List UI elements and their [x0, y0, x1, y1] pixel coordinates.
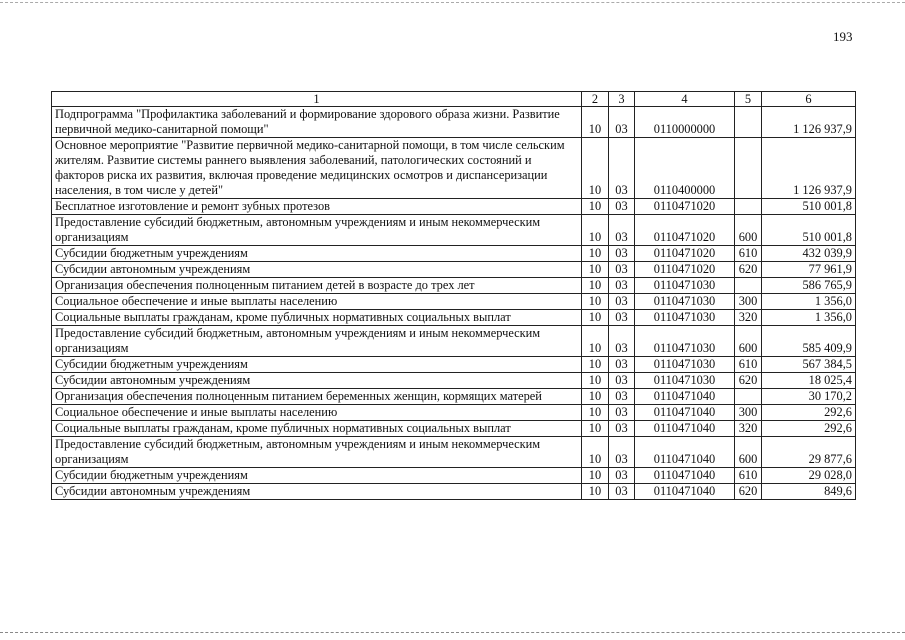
cell-section: 10 — [582, 405, 609, 421]
cell-expense-type: 610 — [735, 357, 762, 373]
cell-expense-type: 610 — [735, 468, 762, 484]
cell-target-article: 0110471040 — [635, 484, 735, 500]
cell-name: Предоставление субсидий бюджетным, автономным учреждениям и иным некоммерческим организациям — [52, 437, 582, 468]
table-row — [52, 138, 856, 199]
cell-name: Подпрограмма "Профилактика заболеваний и формирование здорового образа жизни. Развитие первичной медико-санитарной помощи" — [52, 107, 582, 138]
cell-amount: 77 961,9 — [762, 262, 856, 278]
cell-name: Субсидии бюджетным учреждениям — [52, 357, 582, 373]
cell-expense-type: 300 — [735, 405, 762, 421]
table-row — [52, 107, 856, 138]
cell-subsection: 03 — [609, 357, 635, 373]
header-col-2: 2 — [582, 92, 609, 107]
cell-name: Социальное обеспечение и иные выплаты населению — [52, 405, 582, 421]
cell-amount: 292,6 — [762, 405, 856, 421]
cell-expense-type: 620 — [735, 262, 762, 278]
cell-section: 10 — [582, 326, 609, 357]
cell-expense-type — [735, 389, 762, 405]
cell-name: Субсидии бюджетным учреждениям — [52, 468, 582, 484]
cell-amount: 432 039,9 — [762, 246, 856, 262]
cell-name: Субсидии автономным учреждениям — [52, 484, 582, 500]
cell-expense-type: 620 — [735, 373, 762, 389]
table-row — [52, 310, 856, 326]
table-row — [52, 437, 856, 468]
cell-section: 10 — [582, 199, 609, 215]
table-row — [52, 215, 856, 246]
header-row — [52, 92, 856, 107]
table-row — [52, 389, 856, 405]
cell-section: 10 — [582, 107, 609, 138]
cell-subsection: 03 — [609, 405, 635, 421]
cell-section: 10 — [582, 421, 609, 437]
cell-amount: 29 028,0 — [762, 468, 856, 484]
table-body — [52, 107, 856, 500]
cell-name: Основное мероприятие "Развитие первичной медико-санитарной помощи, в том числе сельским жителям. Развитие системы раннего выявления заболеваний, патологических состояний и факторов риска их развития, включая проведение медицинских осмотров и диспансеризации населения, в том числе у детей" — [52, 138, 582, 199]
cell-subsection: 03 — [609, 199, 635, 215]
table-row — [52, 246, 856, 262]
cell-amount: 510 001,8 — [762, 215, 856, 246]
cell-subsection: 03 — [609, 310, 635, 326]
cell-target-article: 0110471020 — [635, 262, 735, 278]
header-col-3: 3 — [609, 92, 635, 107]
cell-amount: 18 025,4 — [762, 373, 856, 389]
table-row — [52, 405, 856, 421]
cell-subsection: 03 — [609, 373, 635, 389]
cell-name: Субсидии автономным учреждениям — [52, 373, 582, 389]
cell-expense-type: 610 — [735, 246, 762, 262]
header-col-5: 5 — [735, 92, 762, 107]
cell-target-article: 0110471030 — [635, 278, 735, 294]
header-col-6: 6 — [762, 92, 856, 107]
cell-target-article: 0110471030 — [635, 373, 735, 389]
page-number: 193 — [833, 29, 853, 44]
cell-expense-type — [735, 199, 762, 215]
cell-target-article: 0110471040 — [635, 437, 735, 468]
cell-subsection: 03 — [609, 389, 635, 405]
cell-section: 10 — [582, 246, 609, 262]
cell-target-article: 0110471040 — [635, 421, 735, 437]
cell-amount: 585 409,9 — [762, 326, 856, 357]
cell-name: Бесплатное изготовление и ремонт зубных протезов — [52, 199, 582, 215]
cell-section: 10 — [582, 484, 609, 500]
cell-section: 10 — [582, 262, 609, 278]
table-row — [52, 421, 856, 437]
table-row — [52, 294, 856, 310]
table-row — [52, 278, 856, 294]
cell-amount: 849,6 — [762, 484, 856, 500]
cell-target-article: 0110400000 — [635, 138, 735, 199]
cell-section: 10 — [582, 138, 609, 199]
cell-subsection: 03 — [609, 138, 635, 199]
cell-subsection: 03 — [609, 107, 635, 138]
cell-subsection: 03 — [609, 215, 635, 246]
table-row — [52, 373, 856, 389]
cell-expense-type: 600 — [735, 326, 762, 357]
cell-subsection: 03 — [609, 326, 635, 357]
cell-expense-type: 600 — [735, 215, 762, 246]
cell-name: Организация обеспечения полноценным питанием детей в возрасте до трех лет — [52, 278, 582, 294]
cell-subsection: 03 — [609, 278, 635, 294]
cell-amount: 510 001,8 — [762, 199, 856, 215]
cell-target-article: 0110471030 — [635, 294, 735, 310]
cell-amount: 1 126 937,9 — [762, 107, 856, 138]
cell-section: 10 — [582, 373, 609, 389]
cell-amount: 567 384,5 — [762, 357, 856, 373]
table-row — [52, 357, 856, 373]
cell-section: 10 — [582, 437, 609, 468]
cell-section: 10 — [582, 215, 609, 246]
header-col-4: 4 — [635, 92, 735, 107]
table-header — [52, 92, 856, 107]
cell-section: 10 — [582, 357, 609, 373]
cell-target-article: 0110471030 — [635, 326, 735, 357]
cell-amount: 29 877,6 — [762, 437, 856, 468]
cell-expense-type — [735, 138, 762, 199]
cell-target-article: 0110000000 — [635, 107, 735, 138]
cell-expense-type: 300 — [735, 294, 762, 310]
cell-section: 10 — [582, 294, 609, 310]
cell-name: Субсидии автономным учреждениям — [52, 262, 582, 278]
scan-bottom-edge — [0, 632, 905, 633]
cell-target-article: 0110471020 — [635, 246, 735, 262]
cell-amount: 1 356,0 — [762, 310, 856, 326]
cell-expense-type: 620 — [735, 484, 762, 500]
cell-name: Социальное обеспечение и иные выплаты населению — [52, 294, 582, 310]
cell-expense-type — [735, 278, 762, 294]
cell-amount: 586 765,9 — [762, 278, 856, 294]
cell-target-article: 0110471040 — [635, 389, 735, 405]
cell-amount: 1 126 937,9 — [762, 138, 856, 199]
table-row — [52, 484, 856, 500]
cell-name: Социальные выплаты гражданам, кроме публичных нормативных социальных выплат — [52, 310, 582, 326]
cell-subsection: 03 — [609, 468, 635, 484]
cell-name: Предоставление субсидий бюджетным, автономным учреждениям и иным некоммерческим организациям — [52, 326, 582, 357]
cell-name: Социальные выплаты гражданам, кроме публичных нормативных социальных выплат — [52, 421, 582, 437]
cell-subsection: 03 — [609, 437, 635, 468]
table-row — [52, 468, 856, 484]
cell-name: Предоставление субсидий бюджетным, автономным учреждениям и иным некоммерческим организациям — [52, 215, 582, 246]
budget-table — [51, 91, 856, 500]
cell-subsection: 03 — [609, 294, 635, 310]
table-row — [52, 262, 856, 278]
cell-subsection: 03 — [609, 246, 635, 262]
cell-section: 10 — [582, 278, 609, 294]
table-row — [52, 326, 856, 357]
cell-amount: 30 170,2 — [762, 389, 856, 405]
cell-target-article: 0110471040 — [635, 468, 735, 484]
header-col-1: 1 — [52, 92, 582, 107]
cell-subsection: 03 — [609, 421, 635, 437]
cell-section: 10 — [582, 389, 609, 405]
cell-expense-type: 320 — [735, 310, 762, 326]
cell-section: 10 — [582, 468, 609, 484]
scan-top-edge — [0, 2, 905, 3]
cell-expense-type — [735, 107, 762, 138]
cell-expense-type: 320 — [735, 421, 762, 437]
cell-name: Организация обеспечения полноценным питанием беременных женщин, кормящих матерей — [52, 389, 582, 405]
cell-subsection: 03 — [609, 262, 635, 278]
cell-target-article: 0110471030 — [635, 357, 735, 373]
cell-amount: 1 356,0 — [762, 294, 856, 310]
cell-name: Субсидии бюджетным учреждениям — [52, 246, 582, 262]
cell-target-article: 0110471040 — [635, 405, 735, 421]
cell-expense-type: 600 — [735, 437, 762, 468]
cell-subsection: 03 — [609, 484, 635, 500]
cell-amount: 292,6 — [762, 421, 856, 437]
cell-target-article: 0110471030 — [635, 310, 735, 326]
cell-section: 10 — [582, 310, 609, 326]
cell-target-article: 0110471020 — [635, 199, 735, 215]
cell-target-article: 0110471020 — [635, 215, 735, 246]
table-row — [52, 199, 856, 215]
